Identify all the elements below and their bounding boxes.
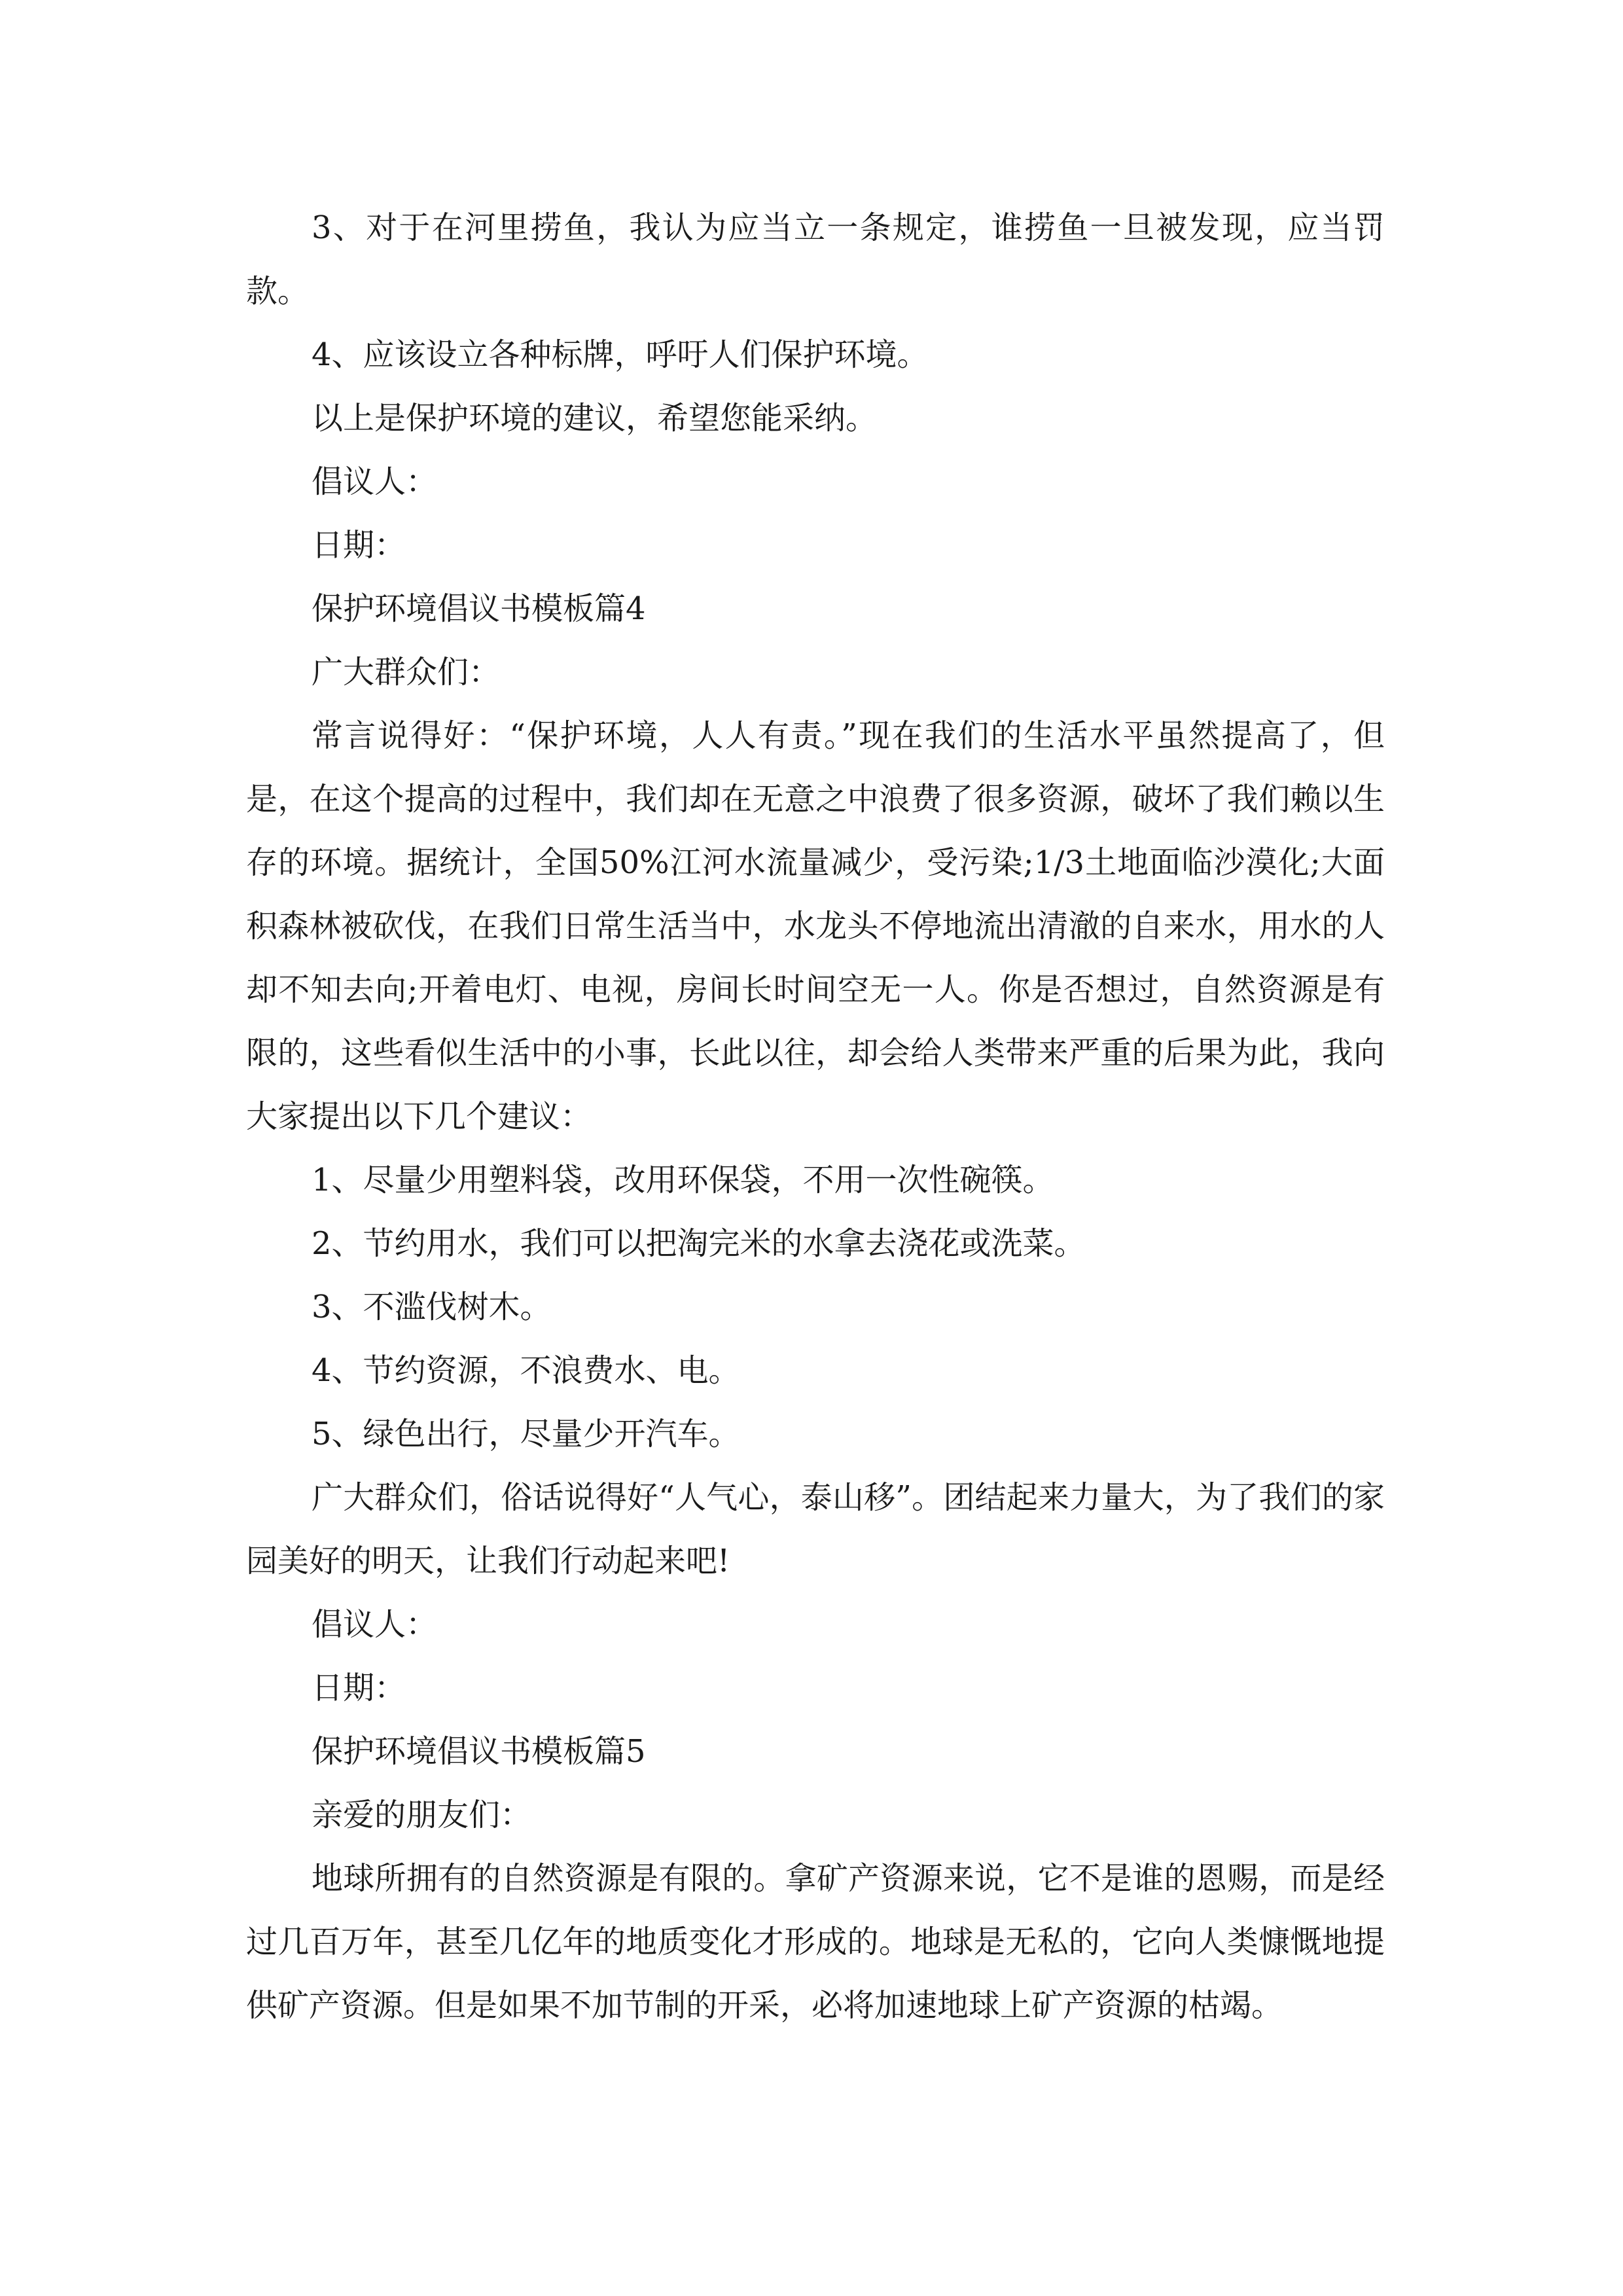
body-paragraph: 常言说得好：“保护环境，人人有责。”现在我们的生活水平虽然提高了，但是，在这个提高的过程中，我们却在无意之中浪费了很多资源，破坏了我们赖以生存的环境。据统计，全国50%江河水流量减少，受污染;1/3土地面临沙漠化;大面积森林被砍伐，在我们日常生活当中，水龙头不停地流出清澈的自来水，用水的人却不知去向;开着电灯、电视，房间长时间空无一人。你是否想过，自然资源是有限的，这些看似生活中的小事，长此以往，却会给人类带来严重的后果为此，我向大家提出以下几个建议： [246, 717, 1385, 1135]
closing-sentence: 以上是保护环境的建议，希望您能采纳。 [312, 400, 878, 437]
suggestion-item-5: 5、绿色出行，尽量少开汽车。 [312, 1416, 740, 1452]
document-body [246, 196, 1385, 2037]
salutation: 广大群众们： [312, 654, 501, 691]
suggestion-item-1: 1、尽量少用塑料袋，改用环保袋，不用一次性碗筷。 [312, 1162, 1054, 1198]
paragraph-item-3: 3、对于在河里捞鱼，我认为应当立一条规定，谁捞鱼一旦被发现，应当罚款。 [246, 209, 1385, 310]
suggestion-item-2: 2、节约用水，我们可以把淘完米的水拿去浇花或洗菜。 [312, 1225, 1086, 1262]
salutation: 亲爱的朋友们： [312, 1797, 532, 1833]
body-paragraph: 地球所拥有的自然资源是有限的。拿矿产资源来说，它不是谁的恩赐，而是经过几百万年，甚至几亿年的地质变化才形成的。地球是无私的，它向人类慷慨地提供矿产资源。但是如果不加节制的开采，必将加速地球上矿产资源的枯竭。 [246, 1860, 1385, 2024]
signature-label: 倡议人： [312, 1606, 438, 1643]
date-label: 日期： [312, 527, 406, 564]
date-label: 日期： [312, 1670, 406, 1706]
paragraph-item-4: 4、应该设立各种标牌，呼吁人们保护环境。 [312, 336, 929, 373]
section-heading-5: 保护环境倡议书模板篇5 [312, 1733, 646, 1770]
signature-label: 倡议人： [312, 463, 438, 500]
section-heading-4: 保护环境倡议书模板篇4 [312, 590, 646, 627]
suggestion-item-4: 4、节约资源，不浪费水、电。 [312, 1352, 740, 1389]
suggestion-item-3: 3、不滥伐树木。 [312, 1289, 552, 1325]
closing-paragraph: 广大群众们，俗话说得好“人气心，泰山移”。团结起来力量大，为了我们的家园美好的明天，让我们行动起来吧! [246, 1479, 1385, 1579]
